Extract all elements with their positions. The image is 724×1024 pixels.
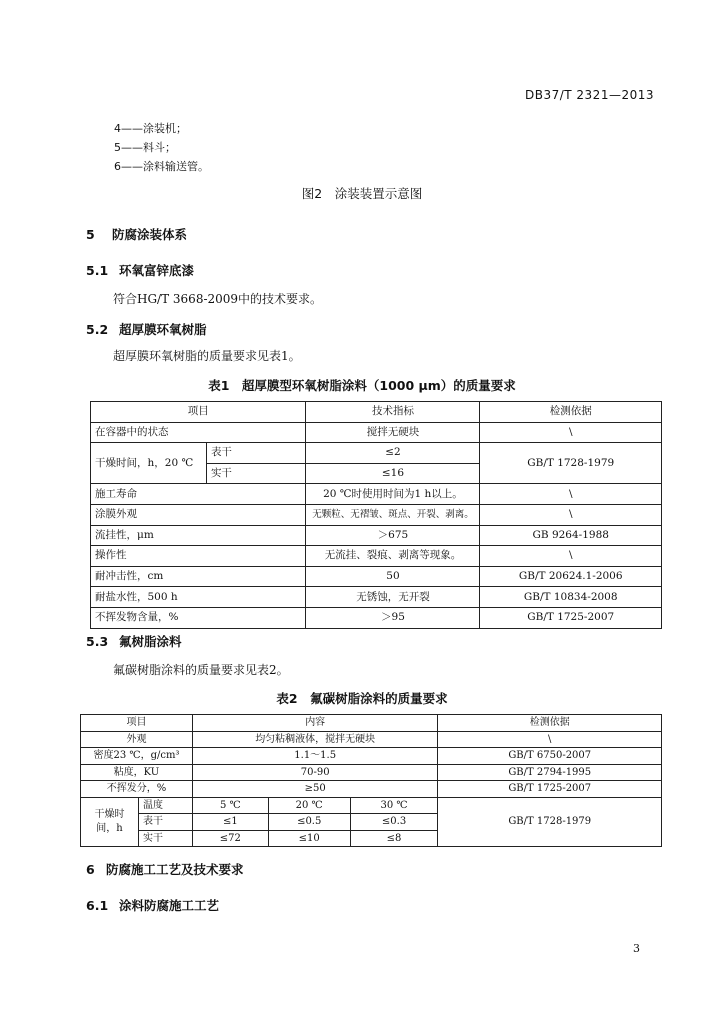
section-number: 6.1 (86, 898, 109, 913)
table2-caption: 表2 氟碳树脂涂料的质量要求 (276, 691, 448, 706)
section-5-2-text: 超厚膜环氧树脂的质量要求见表1。 (113, 349, 301, 363)
table-row (91, 607, 662, 628)
table-row (81, 781, 662, 798)
figure-legend-item: 5——料斗； (114, 141, 176, 154)
table-cell-temp: 30 ℃ (350, 797, 438, 814)
table-cell-item: 在容器中的状态 (91, 422, 306, 443)
table-cell-spec: ＞95 (306, 607, 480, 628)
table-cell-spec: 无颗粒、无褶皱、斑点、开裂、剥离。 (306, 504, 480, 525)
table-cell-item: 流挂性，μm (91, 525, 306, 546)
section-heading-6 (86, 860, 244, 878)
table-cell-spec: 无流挂、裂痕、剥离等现象。 (306, 546, 480, 567)
table-cell-subitem: 实干 (138, 830, 192, 847)
table-cell-spec: 无锈蚀，无开裂 (306, 587, 480, 608)
table-cell-content: 1.1～1.5 (192, 748, 438, 765)
table-cell-item: 密度23 ℃，g/cm³ (81, 748, 193, 765)
table-row (81, 731, 662, 748)
table-cell-method: GB/T 20624.1-2006 (480, 566, 662, 587)
table-cell-method: GB/T 6750-2007 (438, 748, 662, 765)
table-cell-item: 操作性 (91, 546, 306, 567)
table1 (90, 401, 662, 629)
table-cell-method: \ (480, 504, 662, 525)
table-cell-item: 干燥时间，h (81, 797, 139, 847)
table-header-cell: 技术指标 (306, 402, 480, 423)
table-cell-item: 粘度，KU (81, 764, 193, 781)
table-cell-method: \ (480, 546, 662, 567)
table-cell-subitem: 表干 (138, 814, 192, 831)
section-heading-5-1 (86, 261, 194, 279)
figure-caption: 图2 涂装装置示意图 (301, 186, 423, 201)
table2 (80, 714, 662, 847)
table-cell-item: 涂膜外观 (91, 504, 306, 525)
section-number: 5.2 (86, 322, 109, 337)
table-header-cell: 内容 (192, 715, 438, 732)
table-cell-spec: 20 ℃时使用时间为1 h以上。 (306, 484, 480, 505)
table-cell-value: ≤1 (192, 814, 268, 831)
table-header-row (91, 402, 662, 423)
table-cell-item: 外观 (81, 731, 193, 748)
table-cell-spec: ≤2 (306, 443, 480, 464)
section-5-1-text: 符合HG/T 3668-2009中的技术要求。 (113, 292, 323, 306)
section-title: 环氧富锌底漆 (119, 263, 195, 278)
table-cell-item: 施工寿命 (91, 484, 306, 505)
table-cell-method: \ (438, 731, 662, 748)
table-row (91, 525, 662, 546)
section-number: 6 (86, 862, 95, 877)
section-number: 5.3 (86, 634, 109, 649)
table-header-cell: 检测依据 (480, 402, 662, 423)
table-row (81, 748, 662, 765)
table-cell-spec: ＞675 (306, 525, 480, 546)
table-cell-method: GB/T 1728-1979 (480, 443, 662, 484)
table-cell-item: 耐盐水性，500 h (91, 587, 306, 608)
table-cell-item: 不挥发分，% (81, 781, 193, 798)
table-cell-method: GB 9264-1988 (480, 525, 662, 546)
table-cell-item: 耐冲击性，cm (91, 566, 306, 587)
table-row (91, 504, 662, 525)
table-header-cell: 项目 (91, 402, 306, 423)
table-cell-content: 70-90 (192, 764, 438, 781)
table-cell-value: ≤8 (350, 830, 438, 847)
table-cell-subitem: 温度 (138, 797, 192, 814)
table1-caption: 表1 超厚膜型环氧树脂涂料（1000 μm）的质量要求 (208, 378, 516, 393)
section-5-3-text: 氟碳树脂涂料的质量要求见表2。 (113, 663, 289, 677)
section-heading-5 (86, 225, 187, 243)
table-cell-subitem: 表干 (206, 443, 306, 464)
table-row (91, 443, 662, 464)
figure-legend-item: 4——涂装机； (114, 122, 187, 135)
table-cell-spec: 搅拌无硬块 (306, 422, 480, 443)
section-title: 防腐施工工艺及技术要求 (106, 862, 244, 877)
table-row (81, 764, 662, 781)
table-cell-temp: 20 ℃ (268, 797, 350, 814)
table-cell-method: GB/T 10834-2008 (480, 587, 662, 608)
section-title: 涂料防腐施工工艺 (119, 898, 220, 913)
table-header-cell: 检测依据 (438, 715, 662, 732)
table-row (81, 797, 662, 814)
table-cell-method: \ (480, 422, 662, 443)
table-cell-method: GB/T 1725-2007 (480, 607, 662, 628)
table-cell-value: ≤10 (268, 830, 350, 847)
standard-code-header: DB37/T 2321—2013 (524, 88, 654, 102)
table-row (91, 422, 662, 443)
section-title: 防腐涂装体系 (112, 227, 188, 242)
table-cell-value: ≤0.3 (350, 814, 438, 831)
table-row (91, 484, 662, 505)
table-cell-value: ≤0.5 (268, 814, 350, 831)
table-row (91, 566, 662, 587)
table-cell-content: 均匀粘稠液体，搅拌无硬块 (192, 731, 438, 748)
table-cell-method: GB/T 2794-1995 (438, 764, 662, 781)
table-cell-spec: 50 (306, 566, 480, 587)
table-cell-method: \ (480, 484, 662, 505)
section-heading-5-2 (86, 320, 207, 338)
section-title: 氟树脂涂料 (119, 634, 182, 649)
figure-legend-item: 6——涂料输送管。 (114, 160, 209, 173)
section-title: 超厚膜环氧树脂 (119, 322, 207, 337)
table-cell-method: GB/T 1728-1979 (438, 797, 662, 847)
table-cell-method: GB/T 1725-2007 (438, 781, 662, 798)
table-cell-spec: ≤16 (306, 463, 480, 484)
section-number: 5 (86, 227, 95, 242)
table-cell-item: 干燥时间，h，20 ℃ (91, 443, 207, 484)
table-cell-value: ≤72 (192, 830, 268, 847)
section-heading-5-3 (86, 632, 182, 650)
table-header-row (81, 715, 662, 732)
table-header-cell: 项目 (81, 715, 193, 732)
table-cell-subitem: 实干 (206, 463, 306, 484)
section-heading-6-1 (86, 896, 219, 914)
table-row (91, 546, 662, 567)
table-cell-item: 不挥发物含量，% (91, 607, 306, 628)
table-row (91, 587, 662, 608)
table-cell-temp: 5 ℃ (192, 797, 268, 814)
page-number: 3 (633, 942, 640, 955)
table-cell-content: ≥50 (192, 781, 438, 798)
section-number: 5.1 (86, 263, 109, 278)
